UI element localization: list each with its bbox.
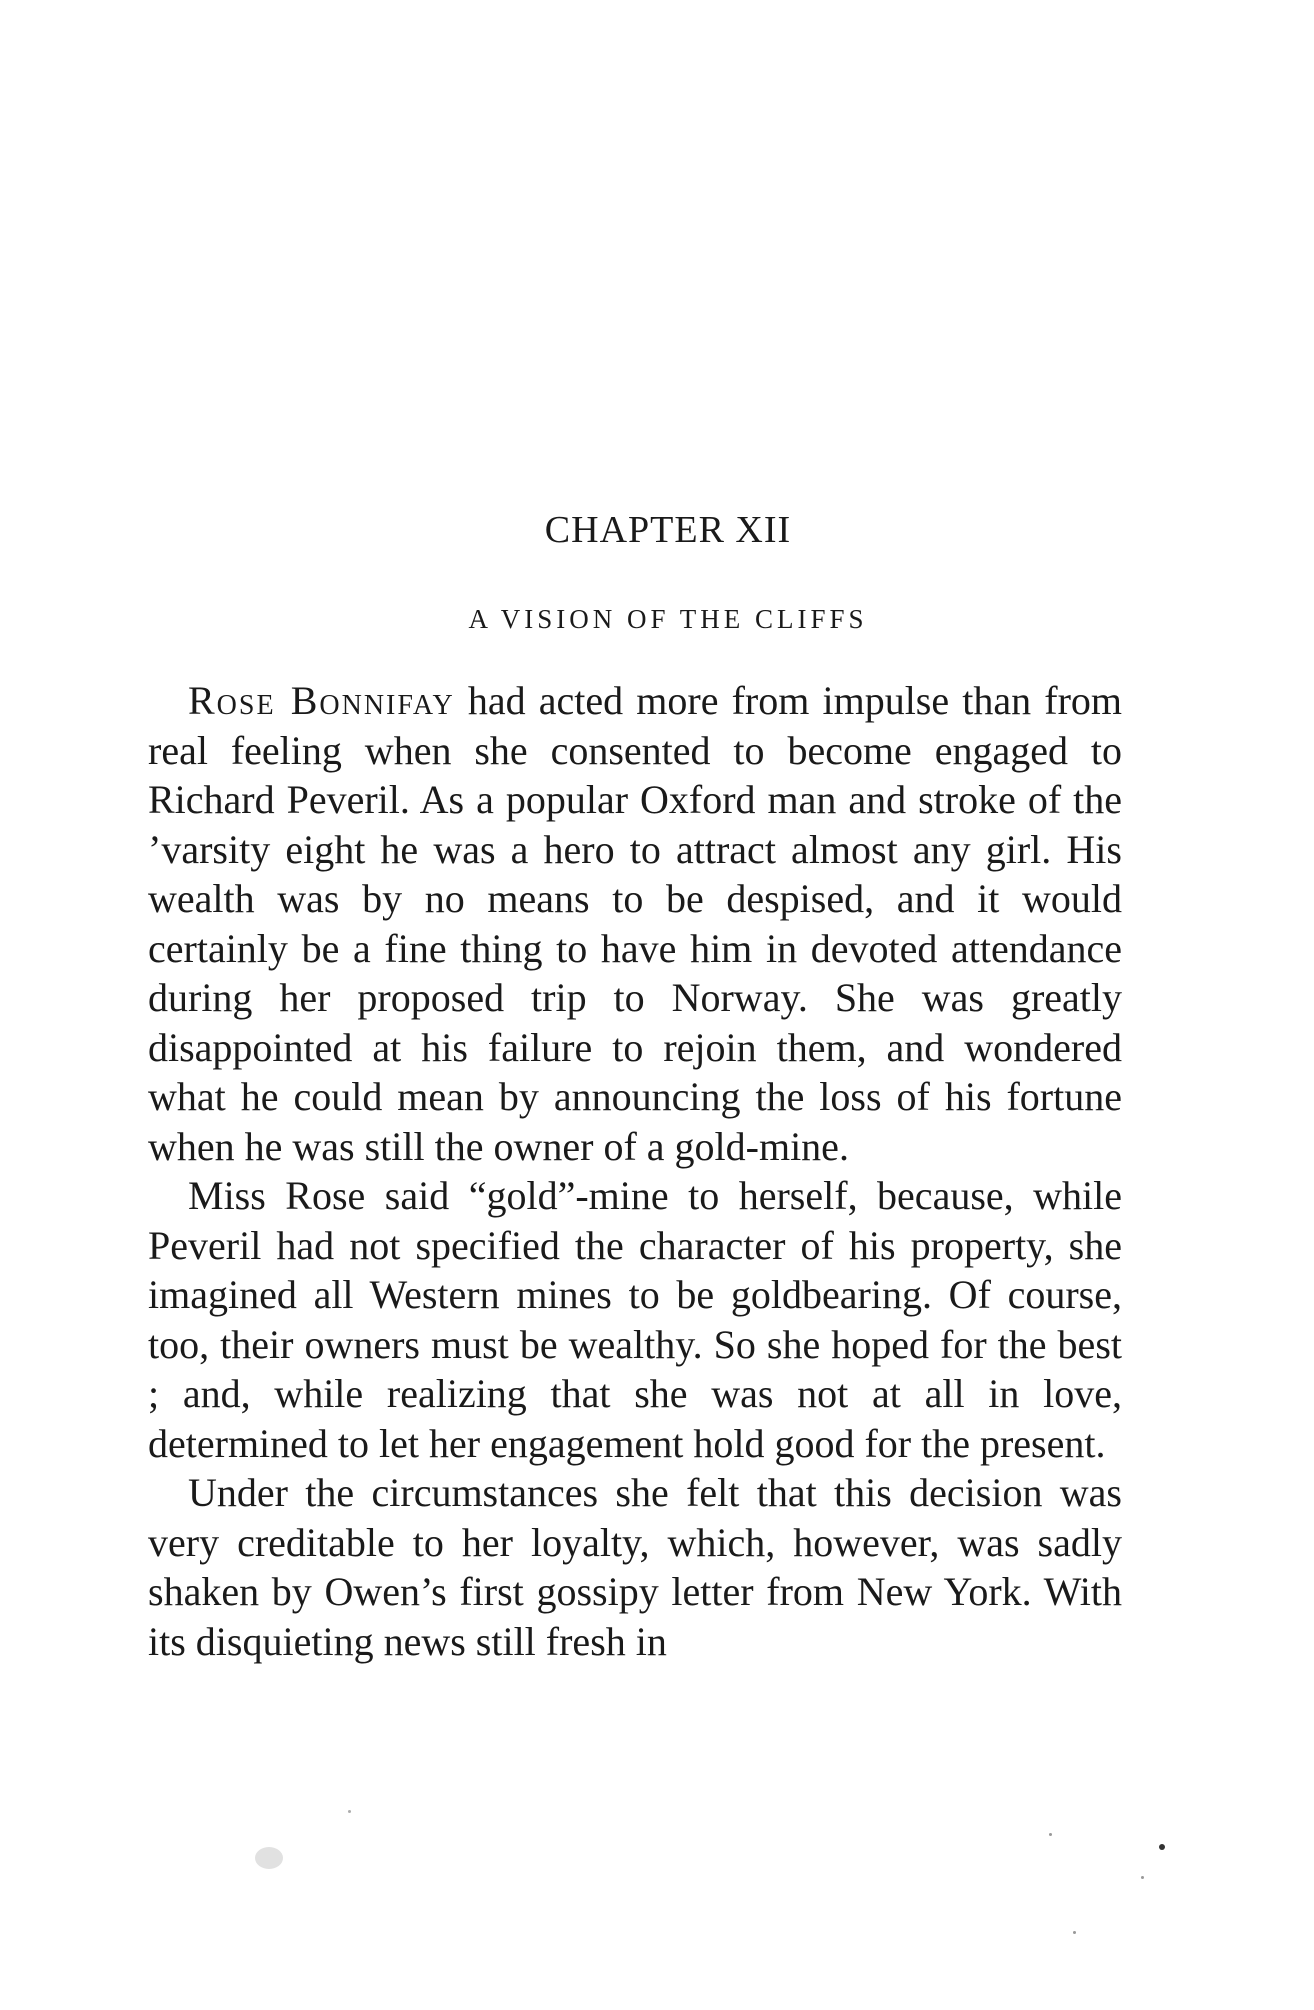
paragraph-3 xyxy=(148,1468,1122,1666)
chapter-number: CHAPTER XII xyxy=(544,509,792,551)
opening-name: Rose Bonnifay xyxy=(188,678,455,723)
paragraph-1-text: had acted more from impulse than from real feeling when she consented to become engaged to Richard Peveril. As a popular Oxford man and stroke of the ’varsity eight he was a hero to attract almost any girl. His wealth was by no means to be despised, and it would certainly be a fine thing to have him in devoted attendance during her proposed trip to Norway. She was greatly disappointed at his failure to rejoin them, and wondered what he could mean by announcing the loss of his fortune when he was still the owner of a gold-mine. xyxy=(148,678,1123,1169)
paragraph-2-text: Miss Rose said “gold”-mine to herself, because, while Peveril had not specified the character of his property, she imagined all Western mines to be goldbearing. Of course, too, their owners must be wealthy. So she hoped for the best ; and, while realizing that she was not at all in love, determined to let her engagement hold good for the present. xyxy=(148,1173,1122,1466)
paragraph-1 xyxy=(148,676,1122,1171)
scan-speck xyxy=(348,1810,351,1813)
scan-speck xyxy=(255,1847,283,1869)
chapter-body xyxy=(148,676,1122,1666)
scan-speck xyxy=(1049,1833,1052,1836)
scan-speck xyxy=(1073,1931,1076,1934)
paragraph-2 xyxy=(148,1171,1122,1468)
paragraph-3-text: Under the circumstances she felt that this decision was very creditable to her loyalty, which, however, was sadly shaken by Owen’s first gossipy letter from New York. With its disquieting news still fresh in xyxy=(148,1470,1122,1664)
scan-speck xyxy=(1159,1844,1165,1850)
scan-speck xyxy=(1141,1876,1144,1879)
chapter-title: A VISION OF THE CLIFFS xyxy=(468,604,868,634)
